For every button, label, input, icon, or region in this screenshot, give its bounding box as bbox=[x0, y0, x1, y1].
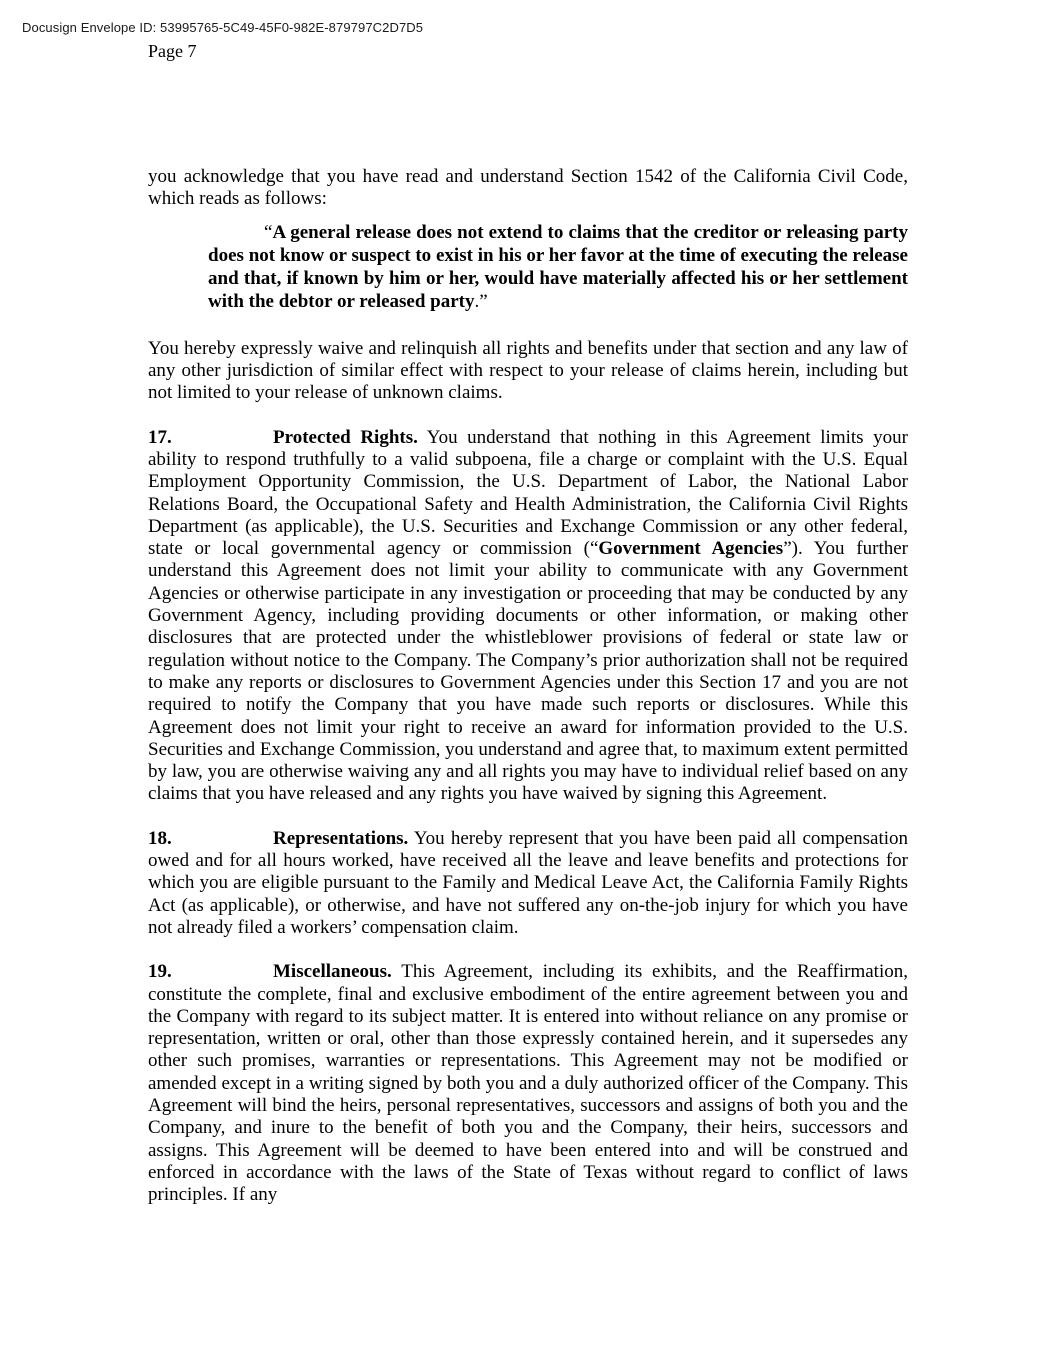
section-18-paragraph bbox=[148, 828, 908, 939]
section-17-number: 17. bbox=[148, 426, 172, 448]
section-17-text: Protected Rights. You understand that nothing in this Agreement limits your ability to respond truthfully to a valid subpoena, file a charge or complaint with the U.S. Equal Employment Opportunity Commission, the U.S. Department of Labor, the National Labor Relations Board, the Occupational Safety and Health Administration, the California Civil Rights Department (as applicable), the U.S. Securities and Exchange Commission or any other federal, state or local governmental agency or commission (“Government Agencies”). You further understand this Agreement does not limit your ability to communicate with any Government Agencies or otherwise participate in any investigation or proceeding that may be conducted by any Government Agency, including providing documents or other information, or making other disclosures that are protected under the whistleblower provisions of federal or state law or regulation without notice to the Company. The Company’s prior authorization shall not be required to make any reports or disclosures to Government Agencies under this Section 17 and you are not required to notify the Company that you have made such reports or disclosures. While this Agreement does not limit your right to receive an award for information provided to the U.S. Securities and Exchange Commission, you understand and agree that, to maximum extent permitted by law, you are otherwise waiving any and all rights you may have to individual relief based on any claims that you have released and any rights you have waived by signing this Agreement. bbox=[148, 426, 908, 805]
docusign-envelope-id: Docusign Envelope ID: 53995765-5C49-45F0-982E-879797C2D7D5 bbox=[22, 20, 424, 35]
section-18-text: Representations. You hereby represent that you have been paid all compensation owed and for all hours worked, have received all the leave and leave benefits and protections for which you are eligible pursuant to the Family and Medical Leave Act, the California Family Rights Act (as applicable), or otherwise, and have not suffered any on-the-job injury for which you have not already filed a workers’ compensation claim. bbox=[148, 827, 908, 938]
document-body bbox=[148, 166, 908, 1228]
page-number-label: Page 7 bbox=[148, 41, 197, 61]
section-18-number: 18. bbox=[148, 827, 172, 849]
intro-paragraph: you acknowledge that you have read and understand Section 1542 of the California Civil Code, which reads as follows: bbox=[148, 166, 908, 210]
section-19-number: 19. bbox=[148, 961, 172, 983]
section-1542-quote: “A general release does not extend to claims that the creditor or releasing party does not know or suspect to exist in his or her favor at the time of executing the release and that, if known by him or her, would have materially affected his or her settlement with the debtor or released party.” bbox=[208, 221, 908, 313]
section-19-paragraph bbox=[148, 961, 908, 1206]
section-17-paragraph bbox=[148, 427, 908, 806]
waiver-paragraph: You hereby expressly waive and relinquish all rights and benefits under that section and any law of any other jurisdiction of similar effect with respect to your release of claims herein, including but not limited to your release of unknown claims. bbox=[148, 337, 908, 404]
section-19-text: Miscellaneous. This Agreement, including its exhibits, and the Reaffirmation, constitute the complete, final and exclusive embodiment of the entire agreement between you and the Company with regard to its subject matter. It is entered into without reliance on any promise or representation, written or oral, other than those expressly contained herein, and it supersedes any other such promises, warranties or representations. This Agreement may not be modified or amended except in a writing signed by both you and a duly authorized officer of the Company. This Agreement will bind the heirs, personal representatives, successors and assigns of both you and the Company, and inure to the benefit of both you and the Company, their heirs, successors and assigns. This Agreement will be deemed to have been entered into and will be construed and enforced in accordance with the laws of the State of Texas without regard to conflict of laws principles. If any bbox=[148, 961, 908, 1206]
